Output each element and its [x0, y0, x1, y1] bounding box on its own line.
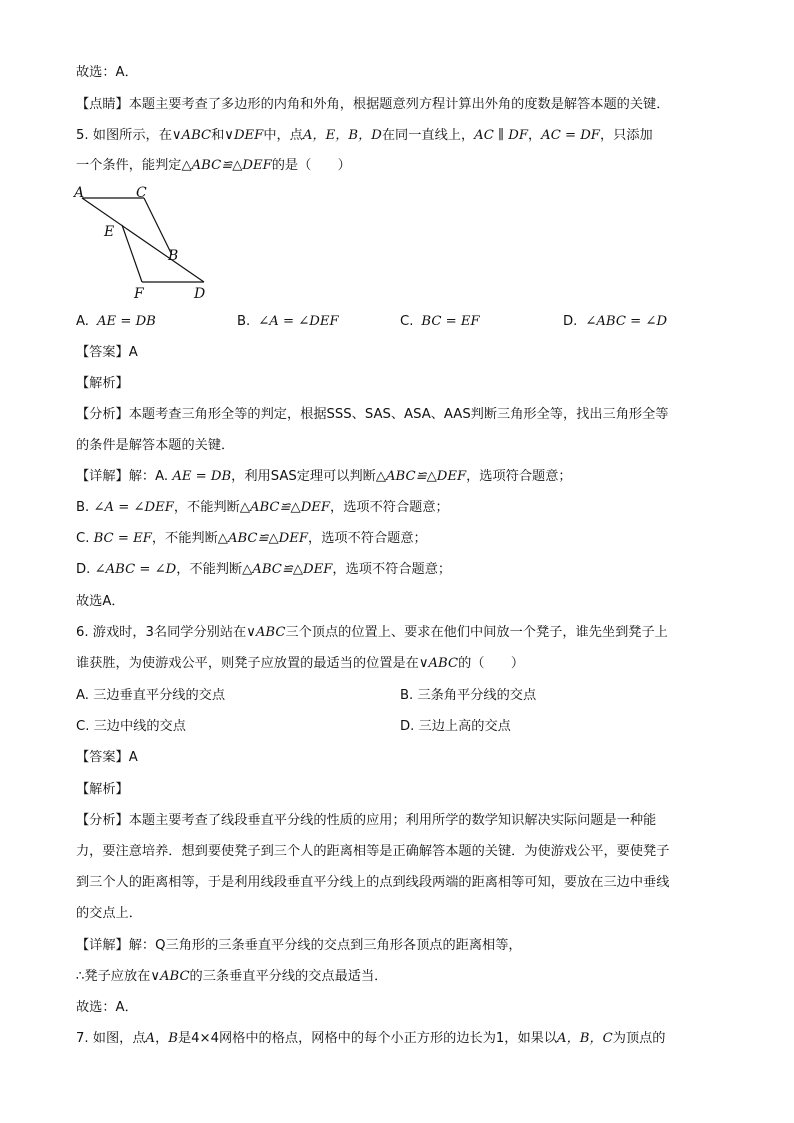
- analysis-6-line4: 的交点上．: [76, 906, 142, 921]
- option-5-a: A. AE = DB: [76, 314, 156, 329]
- choice-6: 故选：A．: [76, 1000, 138, 1015]
- option-6-d: D. 三边上高的交点: [400, 719, 511, 734]
- question-5-line1: 5. 如图所示，在∨ABC和∨DEF中，点A，E，B，D在同一直线上，AC ∥ DF，AC = DF，只添加: [76, 128, 653, 143]
- label-e: E: [104, 224, 115, 240]
- detail-5-a: 【详解】解：A. AE = DB，利用SAS定理可以判断△ABC≌△DEF，选项符合题意；: [76, 469, 572, 484]
- detail-6-line2: ∴凳子应放在∨ABC的三条垂直平分线的交点最适当．: [76, 969, 388, 984]
- analysis-5-line2: 的条件是解答本题的关键．: [76, 438, 235, 453]
- line-answer-prev: 故选：A．: [76, 65, 138, 80]
- option-5-c: C. BC = EF: [400, 314, 480, 329]
- detail-5-c: C. BC = EF，不能判断△ABC≌△DEF，选项不符合题意；: [76, 531, 427, 546]
- option-6-c: C. 三边中线的交点: [76, 719, 186, 734]
- question-6-line1: 6. 游戏时，3名同学分别站在∨ABC三个顶点的位置上、要求在他们中间放一个凳子，谁先坐到凳子上: [76, 625, 668, 640]
- analysis-6-line3: 到三个人的距离相等，于是利用线段垂直平分线上的点到线段两端的距离相等可知，要放在三边中垂线: [76, 875, 670, 890]
- segment-cb: [144, 198, 172, 255]
- detail-5-b: B. ∠A = ∠DEF，不能判断△ABC≌△DEF，选项不符合题意；: [76, 500, 449, 515]
- label-f: F: [134, 286, 144, 302]
- choice-5: 故选A．: [76, 594, 125, 609]
- analysis-6-line2: 力，要注意培养．想到要使凳子到三个人的距离相等是正确解答本题的关键．为使游戏公平，要使凳子: [76, 844, 670, 859]
- geometry-figure: [68, 180, 218, 304]
- label-b: B: [168, 248, 179, 264]
- detail-6-line1: 【详解】解：Q三角形的三条垂直平分线的交点到三角形各顶点的距离相等，: [76, 938, 522, 953]
- analysis-6-line1: 【分析】本题主要考查了线段垂直平分线的性质的应用；利用所学的数学知识解决实际问题是一种能: [76, 813, 657, 828]
- option-5-d: D. ∠ABC = ∠D: [563, 314, 668, 329]
- question-6-line2: 谁获胜，为使游戏公平，则凳子应放置的最适当的位置是在∨ABC的（ ）: [76, 656, 525, 671]
- label-a: A: [74, 185, 85, 201]
- label-d: D: [194, 286, 206, 302]
- answer-5: 【答案】A: [76, 345, 138, 360]
- question-7-line1: 7. 如图，点A，B是4×4网格中的格点，网格中的每个小正方形的边长为1，如果以A，B，C为顶点的: [76, 1031, 666, 1046]
- analysis-5-line1: 【分析】本题考查三角形全等的判定，根据SSS、SAS、ASA、AAS判断三角形全等，找出三角形全等: [76, 407, 669, 422]
- analysis-6-header: 【解析】: [76, 782, 129, 797]
- option-6-b: B. 三条角平分线的交点: [400, 688, 537, 703]
- line-dianjing: 【点睛】本题主要考查了多边形的内角和外角，根据题意列方程计算出外角的度数是解答本题的关键．: [76, 97, 670, 112]
- detail-5-d: D. ∠ABC = ∠D，不能判断△ABC≌△DEF，选项不符合题意；: [76, 562, 452, 577]
- answer-6: 【答案】A: [76, 750, 138, 765]
- question-5-line2: 一个条件，能判定△ABC≌△DEF的是（ ）: [76, 158, 351, 173]
- analysis-5-header: 【解析】: [76, 376, 129, 391]
- segment-ad: [82, 198, 204, 282]
- option-5-b: B. ∠A = ∠DEF: [237, 314, 339, 329]
- label-c: C: [136, 185, 147, 201]
- segment-ef: [122, 225, 142, 282]
- option-6-a: A. 三边垂直平分线的交点: [76, 688, 226, 703]
